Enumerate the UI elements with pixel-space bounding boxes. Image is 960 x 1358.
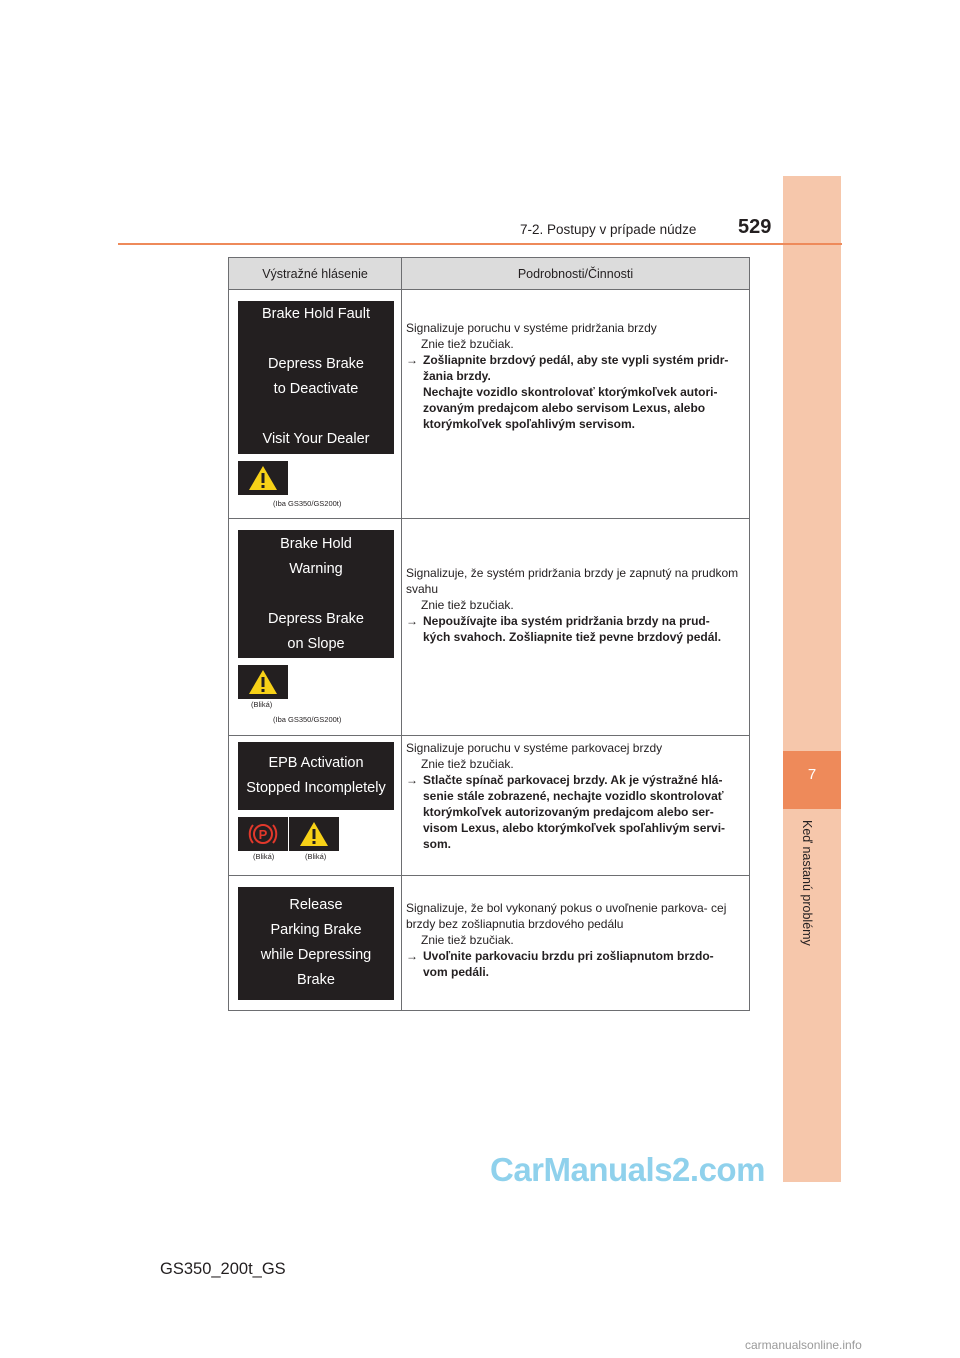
section-title: 7-2. Postupy v prípade núdze: [520, 222, 697, 237]
display-line: Depress Brake: [268, 610, 364, 627]
chapter-title: Keď nastanú problémy: [800, 820, 814, 946]
chapter-side-tab: [783, 176, 841, 1182]
display-line: Release: [289, 897, 343, 913]
display-message-brake-hold-fault: [238, 301, 394, 454]
document-id: GS350_200t_GS: [160, 1260, 286, 1278]
description: Signalizuje, že bol vykonaný pokus o uvoľnenie parkova- cej brzdy bez zošliapnutia brzdového pedálu: [406, 901, 727, 931]
warning-message-table: [228, 257, 750, 1011]
message-image-cell: [229, 290, 402, 519]
table-row: [229, 736, 750, 876]
column-header-details: Podrobnosti/Činnosti: [402, 258, 750, 290]
display-message-release-parking-brake: [238, 887, 394, 1000]
action-text: → Zošliapnite brzdový pedál, aby ste vypli systém pridr- žania brzdy. Nechajte vozidlo skontrolovať ktorýmkoľvek autori- zovaným predajcom alebo servisom Lexus, alebo ktorýmkoľvek spoľahlivým servisom.: [406, 353, 729, 431]
warning-triangle-icon: [238, 665, 288, 699]
table-row: [229, 519, 750, 736]
display-line: EPB Activation: [268, 755, 364, 771]
buzzer-note: Znie tiež bzučiak.: [421, 598, 514, 612]
message-image-cell: [229, 876, 402, 1011]
message-image-cell: [229, 519, 402, 736]
details-cell: [402, 519, 750, 736]
buzzer-note: Znie tiež bzučiak.: [421, 756, 514, 771]
display-message-brake-hold-warning: [238, 530, 394, 658]
svg-text:P: P: [258, 827, 268, 842]
action-text: → Uvoľnite parkovaciu brzdu pri zošliapnutom brzdo- vom pedáli.: [406, 949, 714, 979]
message-image-cell: [229, 736, 402, 876]
display-line: Parking Brake: [270, 922, 362, 938]
display-line: [238, 402, 394, 427]
page-number: 529: [738, 216, 772, 238]
display-line: on Slope: [287, 635, 345, 652]
display-message-epb-activation: [238, 742, 394, 810]
description: Signalizuje poruchu v systéme parkovacej brzdy: [406, 740, 663, 755]
column-header-message: Výstražné hlásenie: [229, 258, 402, 290]
display-line: Brake Hold: [280, 535, 352, 552]
display-line: while Depressing: [260, 947, 372, 963]
description: Signalizuje poruchu v systéme pridržania brzdy: [406, 321, 657, 335]
blink-label-parking: (Bliká): [253, 852, 275, 861]
description: Signalizuje, že systém pridržania brzdy je zapnutý na prudkom svahu: [406, 566, 739, 596]
icon-note: (Iba GS350/GS200t): [273, 498, 342, 508]
warning-triangle-icon: [238, 461, 288, 495]
header-rule: [118, 243, 842, 245]
blink-label: (Bliká): [251, 700, 273, 709]
icon-note: (Iba GS350/GS200t): [273, 715, 342, 724]
watermark-carmanualsonline: carmanualsonline.info: [745, 1338, 862, 1352]
blink-label-warning: (Bliká): [305, 852, 327, 861]
display-line: to Deactivate: [273, 381, 359, 397]
details-cell: [402, 290, 750, 519]
watermark-carmanuals2: CarManuals2.com: [490, 1151, 765, 1188]
chapter-number: 7: [807, 766, 817, 783]
warning-triangle-icon: [289, 817, 339, 851]
buzzer-note: Znie tiež bzučiak.: [421, 933, 514, 947]
display-line: Warning: [289, 560, 343, 577]
display-line: [238, 582, 394, 607]
buzzer-note: Znie tiež bzučiak.: [421, 337, 514, 351]
display-line: Visit Your Dealer: [262, 431, 370, 447]
display-line: Stopped Incompletely: [246, 780, 386, 796]
display-line: [238, 327, 394, 352]
display-line: Brake: [297, 972, 335, 988]
table-row: [229, 290, 750, 519]
action-text: → Stlačte spínač parkovacej brzdy. Ak je výstražné hlá- senie stále zobrazené, nechajte vozidlo skontrolovať ktorýmkoľvek autorizovaným predajcom alebo ser- visom Lexus, alebo ktorýmkoľvek spoľahlivým servi- som.: [406, 772, 726, 851]
display-line: Brake Hold Fault: [262, 306, 370, 322]
table-row: [229, 876, 750, 1011]
parking-brake-icon: [238, 817, 288, 851]
display-line: Depress Brake: [268, 356, 364, 372]
details-cell: [402, 876, 750, 1011]
action-text: → Nepoužívajte iba systém pridržania brzdy na prud- kých svahoch. Zošliapnite tiež pevne brzdový pedál.: [406, 614, 722, 644]
details-cell: [402, 736, 750, 876]
